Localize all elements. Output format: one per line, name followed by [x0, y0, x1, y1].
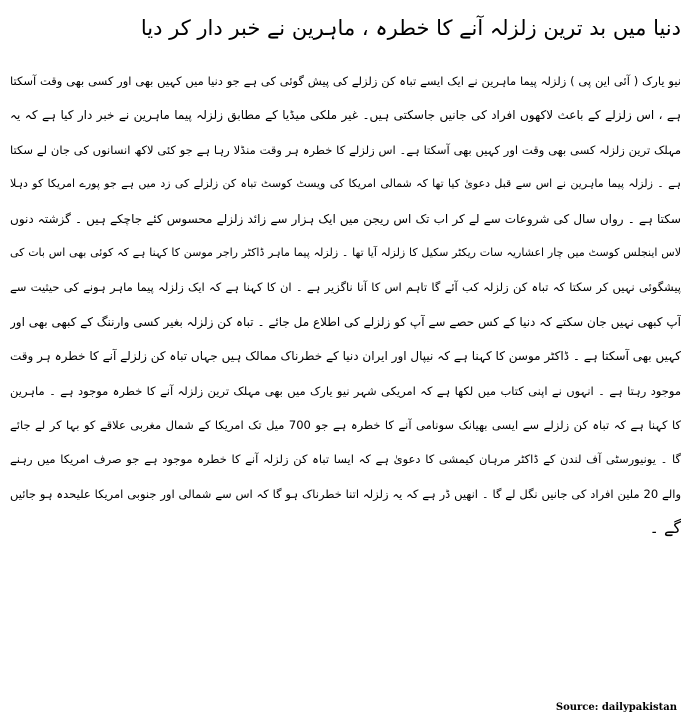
article-headline: دنیا میں بد ترین زلزلہ آنے کا خطرہ ، ماہرین نے خبر دار کر دیا — [140, 16, 681, 40]
article-line: گا ۔ یونیورسٹی آف لندن کے ڈاکٹر مرہان کیمشی کا دعویٰ ہے کہ ایسا تباہ کن زلزلہ آنے کا خطرہ موجود ہے جو صرف امریکا میں رہنے — [10, 452, 681, 467]
article-line: ہے ، اس زلزلے کے باعث لاکھوں افراد کی جانیں جاسکتی ہیں۔ غیر ملکی میڈیا کے مطابق زلزلہ پیما ماہرین نے خبر دار کیا ہے کہ یہ — [10, 108, 681, 123]
article-body — [10, 64, 681, 545]
article-line: پیشگوئی نہیں کر سکتا کہ تباہ کن زلزلہ کب آئے گا تاہم اس کا آنا ناگزیر ہے ۔ ان کا کہنا ہے کہ ایک زلزلہ پیما ماہر ہونے کی حیثیت سے — [10, 280, 681, 295]
article-line: سکتا ہے ۔ رواں سال کی شروعات سے لے کر اب تک اس ریجن میں ایک ہزار سے زائد زلزلے محسوس کئے جاچکے ہیں ۔ گزشتہ دنوں — [10, 211, 681, 226]
article-line: گے ۔ — [649, 518, 681, 538]
article-line: ہے ۔ زلزلہ پیما ماہرین نے اس سے قبل دعویٰ کیا تھا کہ شمالی امریکا کی ویسٹ کوسٹ تباہ کن زلزلے کی زد میں ہے جو پورے امریکا کو دہلا — [10, 177, 681, 191]
news-article — [10, 6, 683, 717]
article-line: کا کہنا ہے کہ تباہ کن زلزلے سے ایسی بھیانک سونامی آنے کا خطرہ ہے جو 700 میل تک امریکا کے شمال مغربی علاقے کو بہا کر لے جائے — [10, 417, 681, 432]
article-line: نیو یارک ( آئی این پی ) زلزلہ پیما ماہرین نے ایک ایسے تباہ کن زلزلے کی پیش گوئی کی ہے جو دنیا میں کہیں بھی اور کسی بھی وقت آسکتا — [10, 74, 681, 88]
article-line: مہلک ترین زلزلہ کسی بھی وقت اور کہیں بھی آسکتا ہے۔ اس زلزلے کا خطرہ ہر وقت منڈلا رہا ہے جو کئی لاکھ انسانوں کی جان لے سکتا — [10, 142, 681, 157]
article-line: موجود رہتا ہے ۔ انہوں نے اپنی کتاب میں لکھا ہے کہ امریکی شہر نیو یارک میں بھی مہلک ترین زلزلہ آنے کا خطرہ موجود ہے ۔ ماہرین — [10, 383, 681, 398]
article-line: آپ کبھی نہیں جان سکتے کہ دنیا کے کس حصے سے آپ کو زلزلے کی اطلاع مل جائے ۔ تباہ کن زلزلہ بغیر کسی وارننگ کے کبھی بھی اور — [10, 314, 681, 329]
article-line: کہیں بھی آسکتا ہے ۔ ڈاکٹر موسن کا کہنا ہے کہ نیپال اور ایران دنیا کے خطرناک ممالک ہیں جہاں تباہ کن زلزلے آنے کا خطرہ ہر وقت — [10, 349, 681, 364]
article-line: لاس اینجلس کوسٹ میں چار اعشاریہ سات ریکٹر سکیل کا زلزلہ آیا تھا ۔ زلزلہ پیما ماہر ڈاکٹر راجر موسن کا کہنا ہے کہ کوئی بھی اس بات کی — [10, 245, 681, 259]
source-credit: Source: dailypakistan — [555, 702, 677, 713]
article-line: والے 20 ملین افراد کی جانیں نگل لے گا ۔ انھیں ڈر ہے کہ یہ زلزلہ اتنا خطرناک ہو گا کہ اس سے شمالی اور جنوبی امریکا علیحدہ ہو جائیں — [10, 486, 681, 501]
